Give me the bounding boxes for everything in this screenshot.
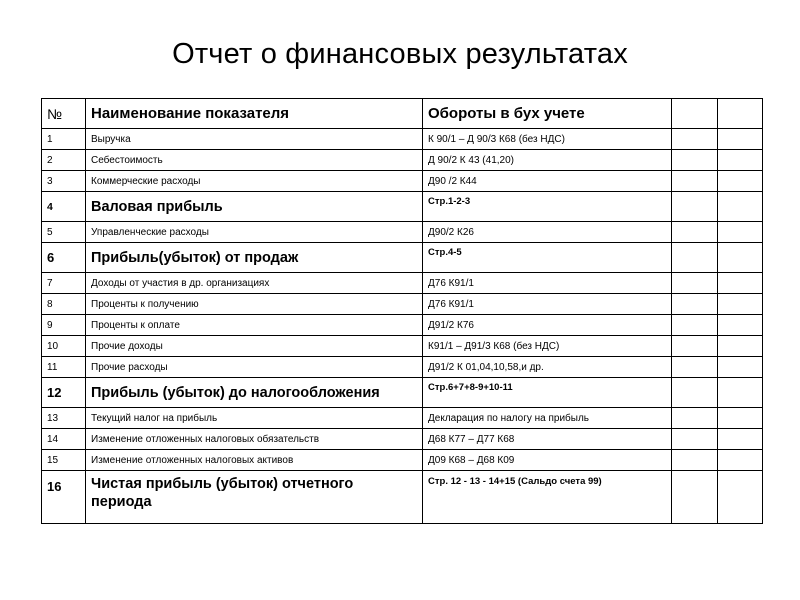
table-row-total xyxy=(42,192,763,222)
row-name: Проценты к оплате xyxy=(86,315,423,336)
row-extra-2 xyxy=(718,222,763,243)
row-name: Проценты к получению xyxy=(86,294,423,315)
row-turnover: Д76 К91/1 xyxy=(423,273,672,294)
table-row xyxy=(42,294,763,315)
row-extra-2 xyxy=(718,471,763,524)
row-num: 16 xyxy=(42,471,86,524)
row-extra-2 xyxy=(718,150,763,171)
table-row-total xyxy=(42,378,763,408)
row-extra-1 xyxy=(672,150,718,171)
row-turnover: Д91/2 К76 xyxy=(423,315,672,336)
row-extra-2 xyxy=(718,243,763,273)
header-extra-1 xyxy=(672,99,718,129)
row-extra-1 xyxy=(672,408,718,429)
row-num: 1 xyxy=(42,129,86,150)
row-num: 13 xyxy=(42,408,86,429)
row-extra-1 xyxy=(672,357,718,378)
row-turnover: Стр.1-2-3 xyxy=(423,192,672,222)
row-name: Прибыль(убыток) от продаж xyxy=(86,243,423,273)
table-row xyxy=(42,171,763,192)
row-extra-1 xyxy=(672,129,718,150)
row-extra-2 xyxy=(718,429,763,450)
row-extra-1 xyxy=(672,192,718,222)
row-extra-2 xyxy=(718,294,763,315)
row-extra-1 xyxy=(672,450,718,471)
header-name: Наименование показателя xyxy=(86,99,423,129)
row-turnover: Д76 К91/1 xyxy=(423,294,672,315)
row-name: Изменение отложенных налоговых активов xyxy=(86,450,423,471)
row-num: 11 xyxy=(42,357,86,378)
row-name: Прочие доходы xyxy=(86,336,423,357)
row-num: 12 xyxy=(42,378,86,408)
table-row xyxy=(42,222,763,243)
row-num: 4 xyxy=(42,192,86,222)
row-turnover: Стр. 12 - 13 - 14+15 (Сальдо счета 99) xyxy=(423,471,672,524)
row-extra-1 xyxy=(672,378,718,408)
row-name: Чистая прибыль (убыток) отчетного периода xyxy=(86,471,423,524)
table-row xyxy=(42,336,763,357)
row-name: Доходы от участия в др. организациях xyxy=(86,273,423,294)
row-turnover: Д 90/2 К 43 (41,20) xyxy=(423,150,672,171)
row-name: Себестоимость xyxy=(86,150,423,171)
table-row xyxy=(42,429,763,450)
row-turnover: К91/1 – Д91/3 К68 (без НДС) xyxy=(423,336,672,357)
table-header-row xyxy=(42,99,763,129)
row-extra-1 xyxy=(672,243,718,273)
row-num: 7 xyxy=(42,273,86,294)
row-num: 5 xyxy=(42,222,86,243)
financial-results-table xyxy=(41,98,763,524)
row-num: 15 xyxy=(42,450,86,471)
table-row xyxy=(42,450,763,471)
row-extra-2 xyxy=(718,336,763,357)
row-num: 10 xyxy=(42,336,86,357)
row-extra-2 xyxy=(718,129,763,150)
header-turnover: Обороты в бух учете xyxy=(423,99,672,129)
row-extra-1 xyxy=(672,171,718,192)
table-row xyxy=(42,273,763,294)
page-title: Отчет о финансовых результатах xyxy=(172,38,628,70)
row-turnover: Стр.4-5 xyxy=(423,243,672,273)
row-extra-2 xyxy=(718,357,763,378)
row-name: Изменение отложенных налоговых обязательств xyxy=(86,429,423,450)
header-num: № xyxy=(42,99,86,129)
row-extra-2 xyxy=(718,408,763,429)
row-num: 8 xyxy=(42,294,86,315)
row-extra-1 xyxy=(672,471,718,524)
row-name: Коммерческие расходы xyxy=(86,171,423,192)
row-turnover: Декларация по налогу на прибыль xyxy=(423,408,672,429)
row-num: 3 xyxy=(42,171,86,192)
table-row xyxy=(42,357,763,378)
row-name: Прибыль (убыток) до налогообложения xyxy=(86,378,423,408)
row-extra-2 xyxy=(718,192,763,222)
table-row xyxy=(42,408,763,429)
header-extra-2 xyxy=(718,99,763,129)
row-extra-2 xyxy=(718,450,763,471)
row-turnover: Д90 /2 К44 xyxy=(423,171,672,192)
row-turnover: Д90/2 К26 xyxy=(423,222,672,243)
row-extra-2 xyxy=(718,378,763,408)
row-extra-1 xyxy=(672,429,718,450)
table-row xyxy=(42,129,763,150)
table-row xyxy=(42,315,763,336)
row-extra-1 xyxy=(672,222,718,243)
row-extra-2 xyxy=(718,273,763,294)
table-row xyxy=(42,150,763,171)
row-extra-2 xyxy=(718,171,763,192)
row-extra-2 xyxy=(718,315,763,336)
row-name: Текущий налог на прибыль xyxy=(86,408,423,429)
row-name: Управленческие расходы xyxy=(86,222,423,243)
row-name: Валовая прибыль xyxy=(86,192,423,222)
table-row-total xyxy=(42,243,763,273)
table-row-total xyxy=(42,471,763,524)
row-name: Выручка xyxy=(86,129,423,150)
row-num: 9 xyxy=(42,315,86,336)
row-num: 6 xyxy=(42,243,86,273)
row-turnover: Д68 К77 – Д77 К68 xyxy=(423,429,672,450)
row-extra-1 xyxy=(672,273,718,294)
row-extra-1 xyxy=(672,294,718,315)
row-turnover: Д91/2 К 01,04,10,58,и др. xyxy=(423,357,672,378)
row-turnover: Д09 К68 – Д68 К09 xyxy=(423,450,672,471)
row-extra-1 xyxy=(672,336,718,357)
row-num: 14 xyxy=(42,429,86,450)
row-extra-1 xyxy=(672,315,718,336)
row-num: 2 xyxy=(42,150,86,171)
row-name: Прочие расходы xyxy=(86,357,423,378)
row-turnover: Стр.6+7+8-9+10-11 xyxy=(423,378,672,408)
row-turnover: К 90/1 – Д 90/3 К68 (без НДС) xyxy=(423,129,672,150)
